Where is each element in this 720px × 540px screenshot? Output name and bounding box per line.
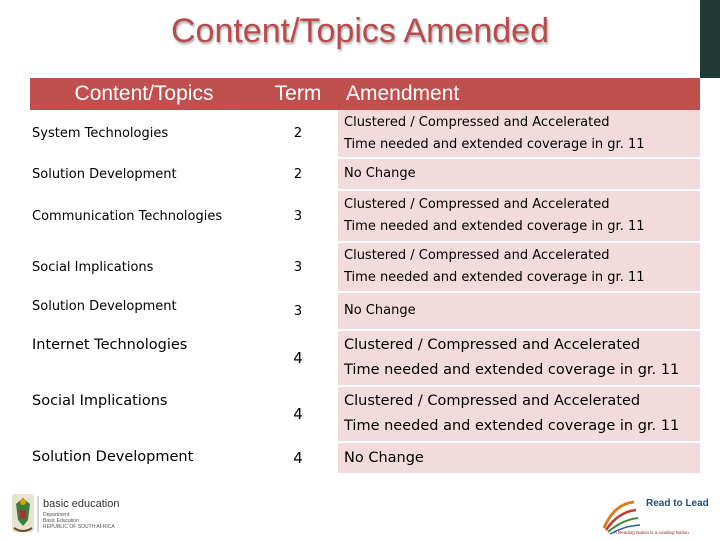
amendment-line2: Time needed and extended coverage in gr. 11 <box>344 136 645 152</box>
table-header-row <box>30 78 700 110</box>
amendment-cell <box>338 242 700 292</box>
amendment-line1: No Change <box>344 449 424 466</box>
basic-education-logo <box>8 490 158 536</box>
amendment-line1: Clustered / Compressed and Accelerated <box>344 248 610 263</box>
table-row <box>30 158 700 190</box>
topic-cell: Social Implications <box>30 242 258 292</box>
table-row <box>30 190 700 242</box>
amendment-line2: Time needed and extended coverage in gr. 11 <box>344 270 645 285</box>
read-to-lead-logo <box>600 492 712 536</box>
term-cell: 2 <box>258 158 338 190</box>
amendment-cell <box>338 190 700 242</box>
amendment-cell <box>338 158 700 190</box>
logo-line2: Basic Education <box>43 518 79 524</box>
term-cell: 3 <box>258 292 338 330</box>
content-table <box>30 78 700 475</box>
amendment-line2: Time needed and extended coverage in gr. 11 <box>344 219 645 234</box>
term-cell: 2 <box>258 110 338 158</box>
topic-cell: Internet Technologies <box>30 330 258 386</box>
amendment-line1: Clustered / Compressed and Accelerated <box>344 197 610 212</box>
amendment-cell <box>338 442 700 474</box>
amendment-cell <box>338 110 700 158</box>
amendment-line1: Clustered / Compressed and Accelerated <box>344 393 641 409</box>
topic-cell: Solution Development <box>30 292 258 330</box>
amendment-cell <box>338 292 700 330</box>
amendment-line2: Time needed and extended coverage in gr. 11 <box>344 418 680 434</box>
table-row <box>30 292 700 330</box>
amendment-line1: Clustered / Compressed and Accelerated <box>344 114 610 130</box>
amendment-cell <box>338 330 700 386</box>
term-cell: 4 <box>258 442 338 474</box>
table-row <box>30 386 700 442</box>
logo-name: basic education <box>43 498 120 510</box>
logo-title: Read to Lead <box>646 498 709 509</box>
term-cell: 3 <box>258 242 338 292</box>
term-cell: 4 <box>258 330 338 386</box>
amendment-line2: Time needed and extended coverage in gr. 11 <box>344 362 680 378</box>
logo-line3: REPUBLIC OF SOUTH AFRICA <box>43 524 115 530</box>
amendment-line1: No Change <box>344 303 416 318</box>
table-row <box>30 242 700 292</box>
table-row <box>30 442 700 474</box>
page-title: Content/Topics Amended <box>170 12 550 50</box>
header-term: Term <box>258 78 338 110</box>
header-topics: Content/Topics <box>30 78 258 110</box>
amendment-line1: No Change <box>344 166 416 181</box>
amendment-cell <box>338 386 700 442</box>
logo-tagline: A Reading Nation is a Leading Nation <box>614 530 689 535</box>
term-cell: 3 <box>258 190 338 242</box>
topic-cell: Solution Development <box>30 158 258 190</box>
table-row <box>30 110 700 158</box>
topic-cell: System Technologies <box>30 110 258 158</box>
topic-cell: Social Implications <box>30 386 258 442</box>
header-amendment: Amendment <box>338 78 700 110</box>
topic-cell: Solution Development <box>30 442 258 474</box>
logo-line1: Department: <box>43 512 71 518</box>
term-cell: 4 <box>258 386 338 442</box>
table-row <box>30 330 700 386</box>
coat-of-arms-icon <box>12 494 34 532</box>
amendment-line1: Clustered / Compressed and Accelerated <box>344 337 641 353</box>
topic-cell: Communication Technologies <box>30 190 258 242</box>
